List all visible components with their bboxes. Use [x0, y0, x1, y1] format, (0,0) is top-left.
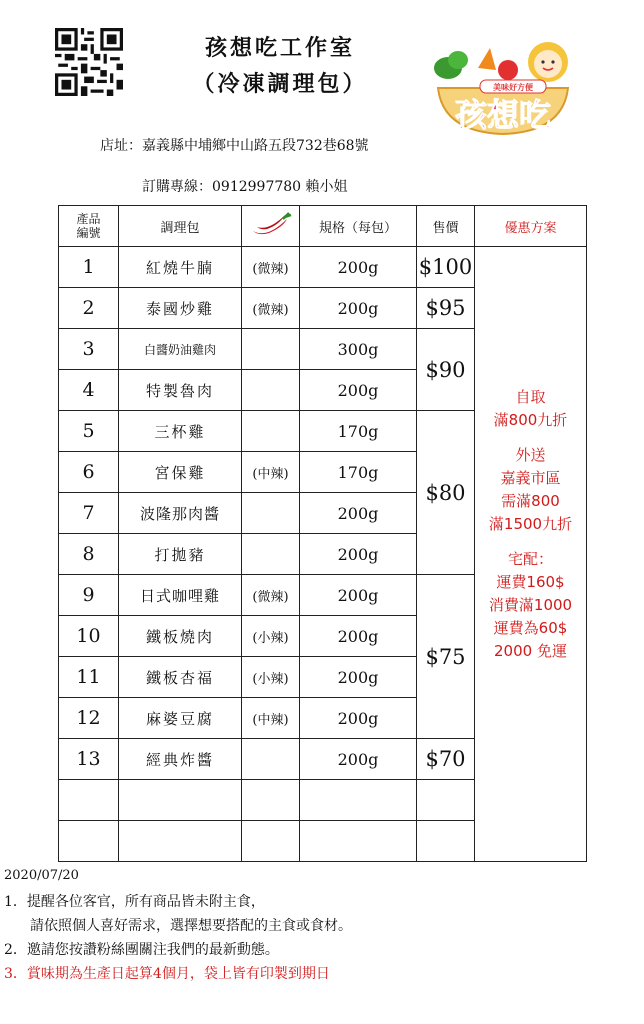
- spice-level: (小辣): [242, 657, 300, 698]
- product-name: 日式咖哩雞: [119, 575, 242, 616]
- spice-level: (微辣): [242, 575, 300, 616]
- note-3: 3．賞味期為生產日起算4個月，袋上皆有印製到期日: [4, 966, 330, 982]
- product-price: $80: [417, 411, 475, 575]
- spice-level: [242, 411, 300, 452]
- promo-delivery-discount: 滿1500九折: [488, 514, 573, 533]
- header-price: 售價: [417, 206, 475, 247]
- promo-shipping-free: 2000 免運: [494, 641, 567, 660]
- product-spec: 200g: [300, 698, 417, 739]
- logo-tagline: 美味好方便: [493, 83, 533, 92]
- product-spec: 170g: [300, 411, 417, 452]
- product-price: $75: [417, 575, 475, 739]
- promo-delivery-min: 需滿800: [501, 491, 560, 510]
- promo-pickup-detail: 滿800九折: [493, 410, 568, 429]
- spice-level: (微辣): [242, 288, 300, 329]
- spice-level: [242, 534, 300, 575]
- spice-level: [242, 493, 300, 534]
- promo-shipping-reduced: 運費為60$: [493, 618, 568, 637]
- promo-shipping-title: 宅配：: [507, 549, 553, 568]
- shop-name: 孩想吃工作室: [204, 35, 355, 61]
- issue-date: 2020/07/20: [4, 868, 79, 883]
- product-spec: 200g: [300, 288, 417, 329]
- header-product-no: 產品編號: [59, 206, 119, 247]
- product-spec: 200g: [300, 493, 417, 534]
- promo-shipping-min: 消費滿1000: [488, 595, 573, 614]
- notes: [4, 890, 352, 986]
- product-spec: 200g: [300, 247, 417, 288]
- menu-table: [58, 205, 587, 862]
- chili-pepper-icon: [249, 209, 293, 239]
- product-no: 1: [59, 247, 119, 288]
- product-price: $100: [417, 247, 475, 288]
- note-1: 1．提醒各位客官，所有商品皆未附主食，: [4, 894, 265, 910]
- spice-level: (小辣): [242, 616, 300, 657]
- order-phone: 訂購專線：0912997780 賴小姐: [142, 179, 348, 195]
- table-header-row: [59, 206, 587, 247]
- product-name: 打拋豬: [119, 534, 242, 575]
- product-name: 經典炸醬: [119, 739, 242, 780]
- spice-level: [242, 739, 300, 780]
- product-no: 8: [59, 534, 119, 575]
- header-spicy: [242, 206, 300, 247]
- product-spec: 170g: [300, 452, 417, 493]
- product-no: 3: [59, 329, 119, 370]
- spice-level: (微辣): [242, 247, 300, 288]
- product-spec: 300g: [300, 329, 417, 370]
- product-name: 鐵板燒肉: [119, 616, 242, 657]
- promo-pickup-title: 自取: [515, 387, 546, 406]
- promo-delivery-title: 外送: [515, 445, 546, 464]
- product-spec: 200g: [300, 739, 417, 780]
- qr-code-icon: [55, 27, 123, 97]
- product-no: 4: [59, 370, 119, 411]
- spice-level: (中辣): [242, 698, 300, 739]
- product-name: 麻婆豆腐: [119, 698, 242, 739]
- product-no: 6: [59, 452, 119, 493]
- header-promo: 優惠方案: [475, 206, 587, 247]
- product-no: 11: [59, 657, 119, 698]
- product-name: 泰國炒雞: [119, 288, 242, 329]
- product-no: 2: [59, 288, 119, 329]
- product-no: 12: [59, 698, 119, 739]
- shop-subtitle: （冷凍調理包）: [192, 71, 368, 97]
- spice-level: [242, 370, 300, 411]
- product-spec: 200g: [300, 616, 417, 657]
- table-row: [59, 247, 587, 288]
- product-name: 白醬奶油雞肉: [119, 329, 242, 370]
- shop-logo: [428, 40, 578, 140]
- shop-address: 店址：嘉義縣中埔鄉中山路五段732巷68號: [100, 138, 369, 154]
- promo-panel: [475, 247, 587, 862]
- product-spec: 200g: [300, 575, 417, 616]
- product-name: 三杯雞: [119, 411, 242, 452]
- product-no: 5: [59, 411, 119, 452]
- product-name: 波隆那肉醬: [119, 493, 242, 534]
- promo-shipping-fee: 運費160$: [496, 572, 565, 591]
- product-price: $95: [417, 288, 475, 329]
- product-no: 13: [59, 739, 119, 780]
- product-spec: 200g: [300, 370, 417, 411]
- note-1-continued: 請依照個人喜好需求，選擇想要搭配的主食或食材。: [30, 918, 352, 934]
- product-no: 9: [59, 575, 119, 616]
- product-no: 7: [59, 493, 119, 534]
- product-price: $70: [417, 739, 475, 780]
- product-spec: 200g: [300, 534, 417, 575]
- product-price: $90: [417, 329, 475, 411]
- header-item: 調理包: [119, 206, 242, 247]
- spice-level: [242, 329, 300, 370]
- product-no: 10: [59, 616, 119, 657]
- product-spec: 200g: [300, 657, 417, 698]
- product-name: 特製魯肉: [119, 370, 242, 411]
- logo-text: 孩想吃: [454, 96, 552, 134]
- product-name: 鐵板杏福: [119, 657, 242, 698]
- promo-delivery-area: 嘉義市區: [500, 468, 561, 487]
- page-title: [150, 30, 410, 102]
- product-name: 紅燒牛腩: [119, 247, 242, 288]
- spice-level: (中辣): [242, 452, 300, 493]
- product-name: 宮保雞: [119, 452, 242, 493]
- header-spec: 規格（每包）: [300, 206, 417, 247]
- note-2: 2．邀請您按讚粉絲團關注我們的最新動態。: [4, 942, 279, 958]
